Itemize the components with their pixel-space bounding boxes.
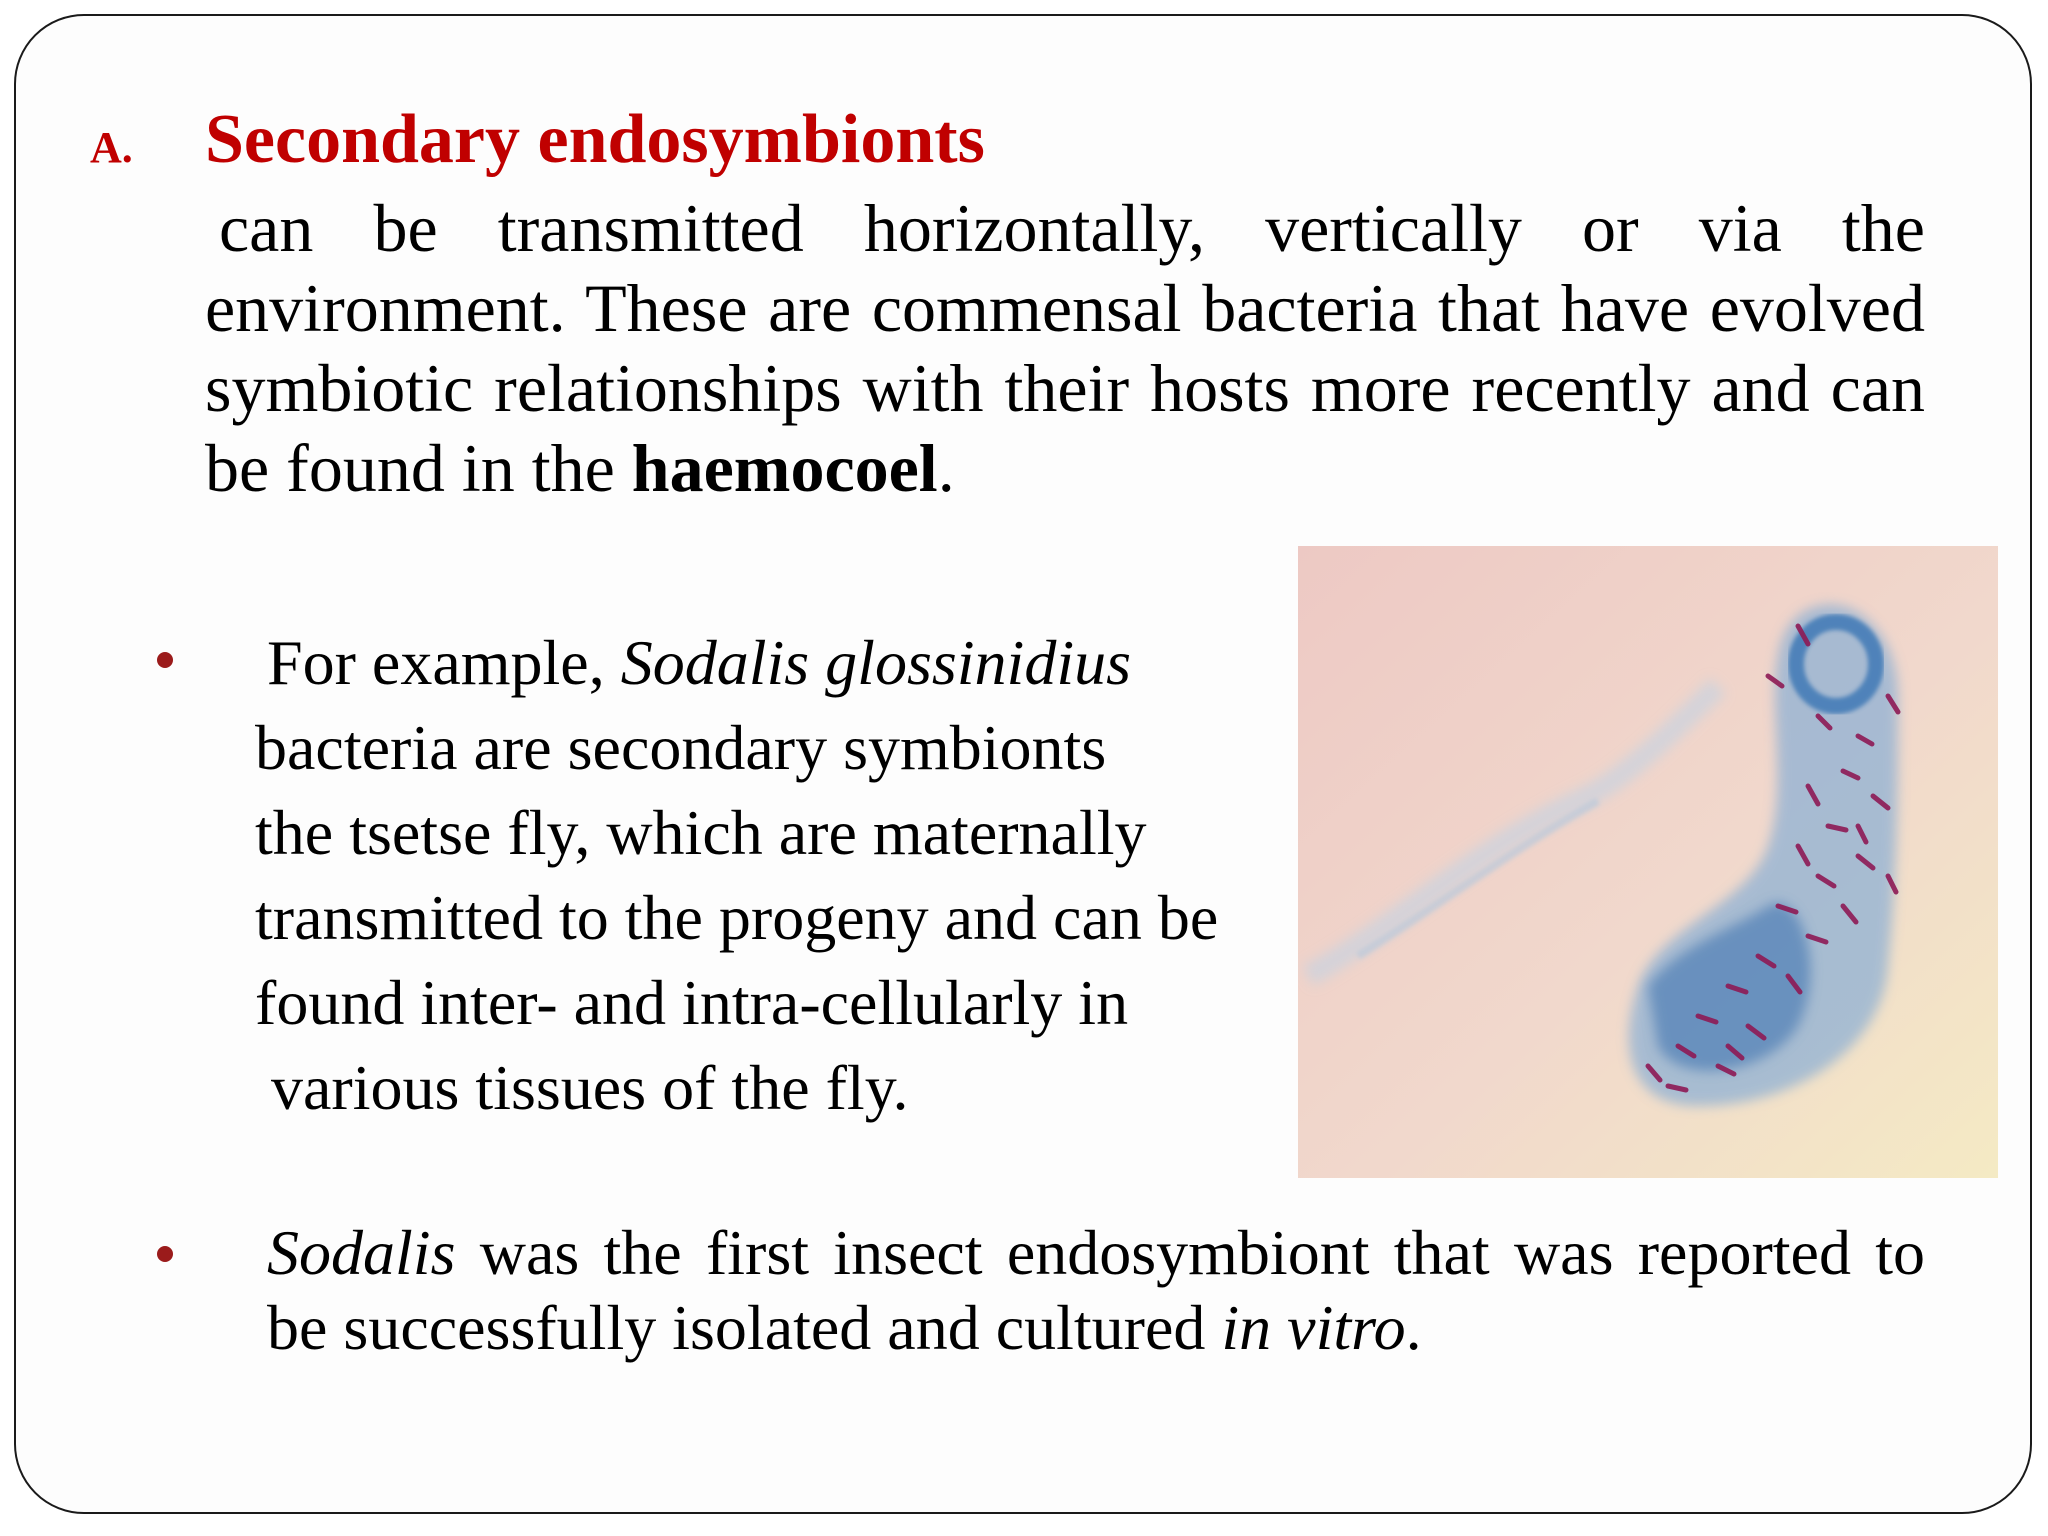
bullet-1-line-6: various tissues of the fly.: [271, 1052, 909, 1123]
intro-end: .: [937, 430, 955, 506]
bullet-2-end: .: [1405, 1292, 1422, 1363]
bullet-1-prefix: For example,: [267, 627, 621, 698]
bullet-2-italic-end: in vitro: [1221, 1292, 1406, 1363]
bullet-2-middle: was the first insect endosymbiont that was reported to be successfully isolated and cultured: [267, 1217, 1925, 1363]
intro-text: can be transmitted horizontally, vertically or via the environment. These are commensal bacteria that have evolved symbiotic relationships with their hosts more recently and can be found in the: [205, 190, 1925, 506]
bullet-1-line-3: the tsetse fly, which are maternally: [255, 797, 1147, 868]
heading-title: Secondary endosymbionts: [205, 101, 985, 178]
bullet-dot-2: [157, 1246, 173, 1262]
intro-paragraph: [205, 188, 1925, 508]
bullet-1-species: Sodalis glossinidius: [620, 627, 1131, 698]
intro-bold-term: haemocoel: [631, 430, 938, 506]
bullet-dot-1: [157, 652, 173, 668]
bullet-1-line-1: [255, 620, 1315, 705]
bacteria-micrograph-image: [1298, 546, 1998, 1178]
bullet-1-line-5: found inter- and intra-cellularly in: [255, 967, 1129, 1038]
bullet-1-line-2: bacteria are secondary symbionts: [255, 712, 1107, 783]
bullet-1-line-4: transmitted to the progeny and can be: [255, 882, 1219, 953]
heading-letter: A.: [90, 123, 133, 172]
slide-heading: [90, 100, 985, 180]
bullet-2-italic-start: Sodalis: [267, 1217, 456, 1288]
bullet-1-text: [255, 620, 1315, 1130]
bullet-2-text: [267, 1215, 1925, 1365]
